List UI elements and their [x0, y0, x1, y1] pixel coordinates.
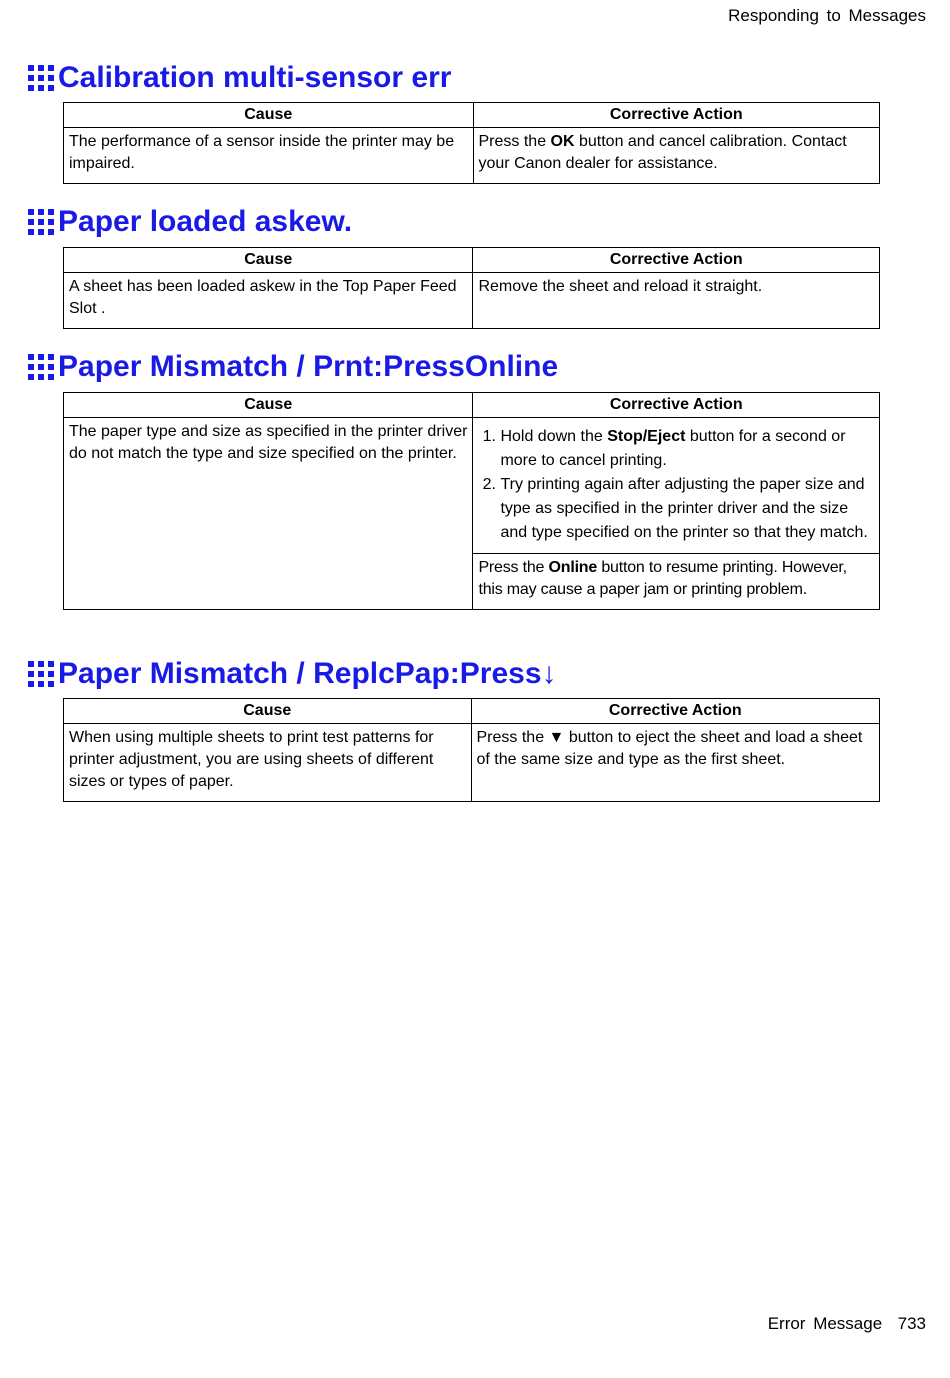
- cause-cell: The paper type and size as specified in the printer driver do not match the type and size specified on the printer.: [64, 418, 473, 610]
- section-title-text: Calibration multi-sensor err: [58, 61, 452, 94]
- action-cell: Press the ▼ button to eject the sheet and load a sheet of the same size and type as the first sheet.: [471, 724, 880, 802]
- cause-header: Cause: [64, 248, 473, 273]
- step-item: 2. Try printing again after adjusting the paper size and type as specified in the printer driver and the size and type specified on the printer so that they match.: [500, 473, 874, 545]
- section-paper-mismatch-online: [28, 347, 880, 610]
- section-title-text: Paper loaded askew.: [58, 205, 353, 238]
- footer-section: Error Message: [767, 1314, 883, 1333]
- grid-bullet-icon: [28, 65, 54, 91]
- cause-cell: A sheet has been loaded askew in the Top Paper Feed Slot .: [64, 273, 473, 329]
- section-title: [28, 347, 880, 387]
- message-table: [63, 102, 880, 184]
- action-header: Corrective Action: [473, 103, 880, 128]
- action-cell: Press the OK button and cancel calibration. Contact your Canon dealer for assistance.: [473, 128, 880, 184]
- action-steps: [478, 425, 874, 545]
- step-item: 1. Hold down the Stop/Eject button for a second or more to cancel printing.: [500, 425, 874, 473]
- cause-header: Cause: [64, 393, 473, 418]
- grid-bullet-icon: [28, 354, 54, 380]
- running-foot: [768, 1314, 926, 1334]
- section-calibration: [28, 58, 880, 184]
- action-header: Corrective Action: [473, 393, 880, 418]
- section-title: [28, 202, 880, 242]
- running-head: Responding to Messages: [728, 6, 926, 25]
- action-cell: [473, 418, 880, 554]
- action-cell: Remove the sheet and reload it straight.: [473, 273, 880, 329]
- grid-bullet-icon: [28, 209, 54, 235]
- section-title-text: Paper Mismatch / Prnt:PressOnline: [58, 350, 559, 383]
- action-cell-secondary: Press the Online button to resume printing. However, this may cause a paper jam or printing problem.: [473, 554, 880, 610]
- message-table: [63, 247, 880, 329]
- section-title: [28, 58, 880, 98]
- section-title: [28, 654, 880, 694]
- cause-header: Cause: [64, 699, 472, 724]
- page-number: 733: [897, 1314, 926, 1333]
- cause-header: Cause: [64, 103, 474, 128]
- section-paper-askew: [28, 202, 880, 329]
- cause-cell: When using multiple sheets to print test patterns for printer adjustment, you are using sheets of different sizes or types of paper.: [64, 724, 472, 802]
- action-header: Corrective Action: [473, 248, 880, 273]
- section-paper-mismatch-replace: [28, 654, 880, 802]
- message-table: [63, 392, 880, 610]
- grid-bullet-icon: [28, 661, 54, 687]
- section-title-text: Paper Mismatch / ReplcPap:Press↓: [58, 657, 557, 690]
- cause-cell: The performance of a sensor inside the printer may be impaired.: [64, 128, 474, 184]
- message-table: [63, 698, 880, 802]
- action-header: Corrective Action: [471, 699, 880, 724]
